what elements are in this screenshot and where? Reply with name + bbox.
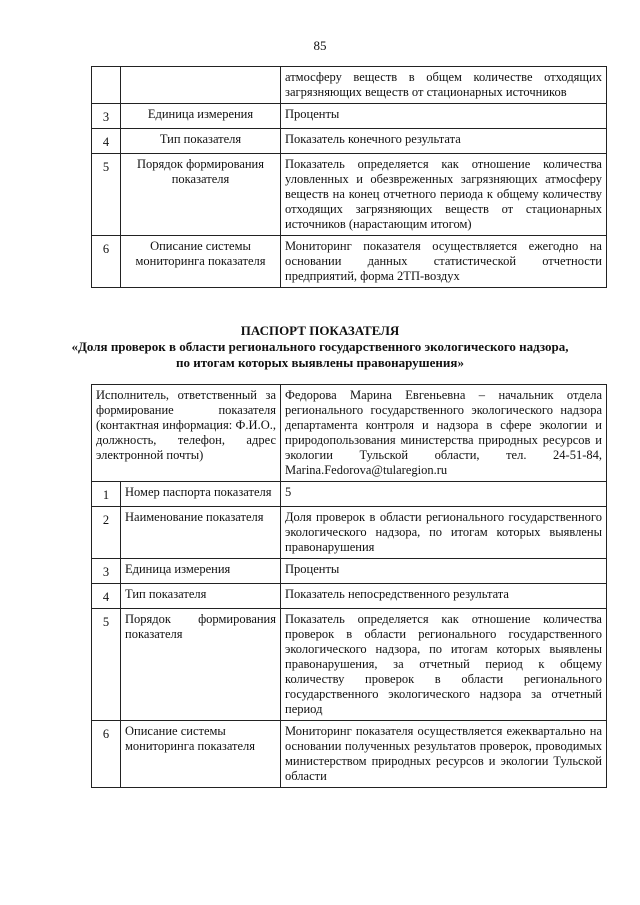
executor-value: Федорова Марина Евгеньевна – начальник отдела регионального государственного экологического надзора департамента контроля и надзора в сфере экологии и природопользования министерства природных ресурсов и экологии Тульской области, тел. 24-51-84, Marina.Fedorova@tularegion.ru	[281, 385, 607, 482]
passport-heading: ПАСПОРТ ПОКАЗАТЕЛЯ	[240, 323, 400, 338]
table-row	[92, 482, 607, 507]
page-number: 85	[313, 38, 327, 53]
row-value: атмосферу веществ в общем количестве отходящих загрязняющих веществ от стационарных источников	[281, 67, 607, 104]
row-label: Тип показателя	[121, 129, 281, 154]
row-number: 1	[92, 482, 121, 507]
table-row	[92, 236, 607, 288]
row-number: 4	[92, 129, 121, 154]
row-label: Единица измерения	[121, 559, 281, 584]
executor-label: Исполнитель, ответственный за формирование показателя (контактная информация: Ф.И.О., должность, телефон, адрес электронной почты)	[92, 385, 281, 482]
row-value: Показатель определяется как отношение количества проверок в области регионального государственного экологического надзора, по итогам которых выявлены правонарушения, за отчетный период к общему количеству проверок в области регионального государственного экологического надзора за отчетный период	[281, 609, 607, 721]
row-number: 3	[92, 104, 121, 129]
passport-table	[91, 384, 607, 788]
passport-subtitle-line2: по итогам которых выявлены правонарушения»	[176, 355, 464, 370]
table-row	[92, 559, 607, 584]
row-value: Мониторинг показателя осуществляется ежегодно на основании данных статистической отчетности предприятий, форма 2ТП-воздух	[281, 236, 607, 288]
row-label: Описание системы мониторинга показателя	[121, 236, 281, 288]
row-number	[92, 67, 121, 104]
row-label: Номер паспорта показателя	[121, 482, 281, 507]
table-row	[92, 67, 607, 104]
table-row	[92, 154, 607, 236]
row-number: 2	[92, 507, 121, 559]
row-label: Описание системы мониторинга показателя	[121, 721, 281, 788]
row-label: Наименование показателя	[121, 507, 281, 559]
row-value: Показатель определяется как отношение количества уловленных и обезвреженных загрязняющих атмосферу веществ на конец отчетного периода к общему количеству отходящих загрязняющих веществ от стационарных источников (нарастающим итогом)	[281, 154, 607, 236]
row-number: 5	[92, 154, 121, 236]
row-value: Доля проверок в области регионального государственного экологического надзора, по итогам которых выявлены правонарушения	[281, 507, 607, 559]
table-row	[92, 721, 607, 788]
row-value: Мониторинг показателя осуществляется ежеквартально на основании полученных результатов проверок, проводимых министерством природных ресурсов и экологии Тульской области	[281, 721, 607, 788]
table-row	[92, 609, 607, 721]
row-label: Порядок формирования показателя	[121, 154, 281, 236]
row-value: Показатель конечного результата	[281, 129, 607, 154]
indicator-table-continued	[91, 66, 607, 288]
row-label	[121, 67, 281, 104]
row-label: Единица измерения	[121, 104, 281, 129]
row-number: 6	[92, 236, 121, 288]
row-label: Порядок формирования показателя	[121, 609, 281, 721]
row-value: Показатель непосредственного результата	[281, 584, 607, 609]
executor-row	[92, 385, 607, 482]
passport-subtitle-line1: «Доля проверок в области регионального государственного экологического надзора,	[71, 339, 569, 354]
row-number: 4	[92, 584, 121, 609]
row-number: 5	[92, 609, 121, 721]
table-row	[92, 129, 607, 154]
table-row	[92, 584, 607, 609]
row-number: 6	[92, 721, 121, 788]
row-label: Тип показателя	[121, 584, 281, 609]
table-row	[92, 104, 607, 129]
row-value: 5	[281, 482, 607, 507]
row-value: Проценты	[281, 559, 607, 584]
row-value: Проценты	[281, 104, 607, 129]
row-number: 3	[92, 559, 121, 584]
table-row	[92, 507, 607, 559]
